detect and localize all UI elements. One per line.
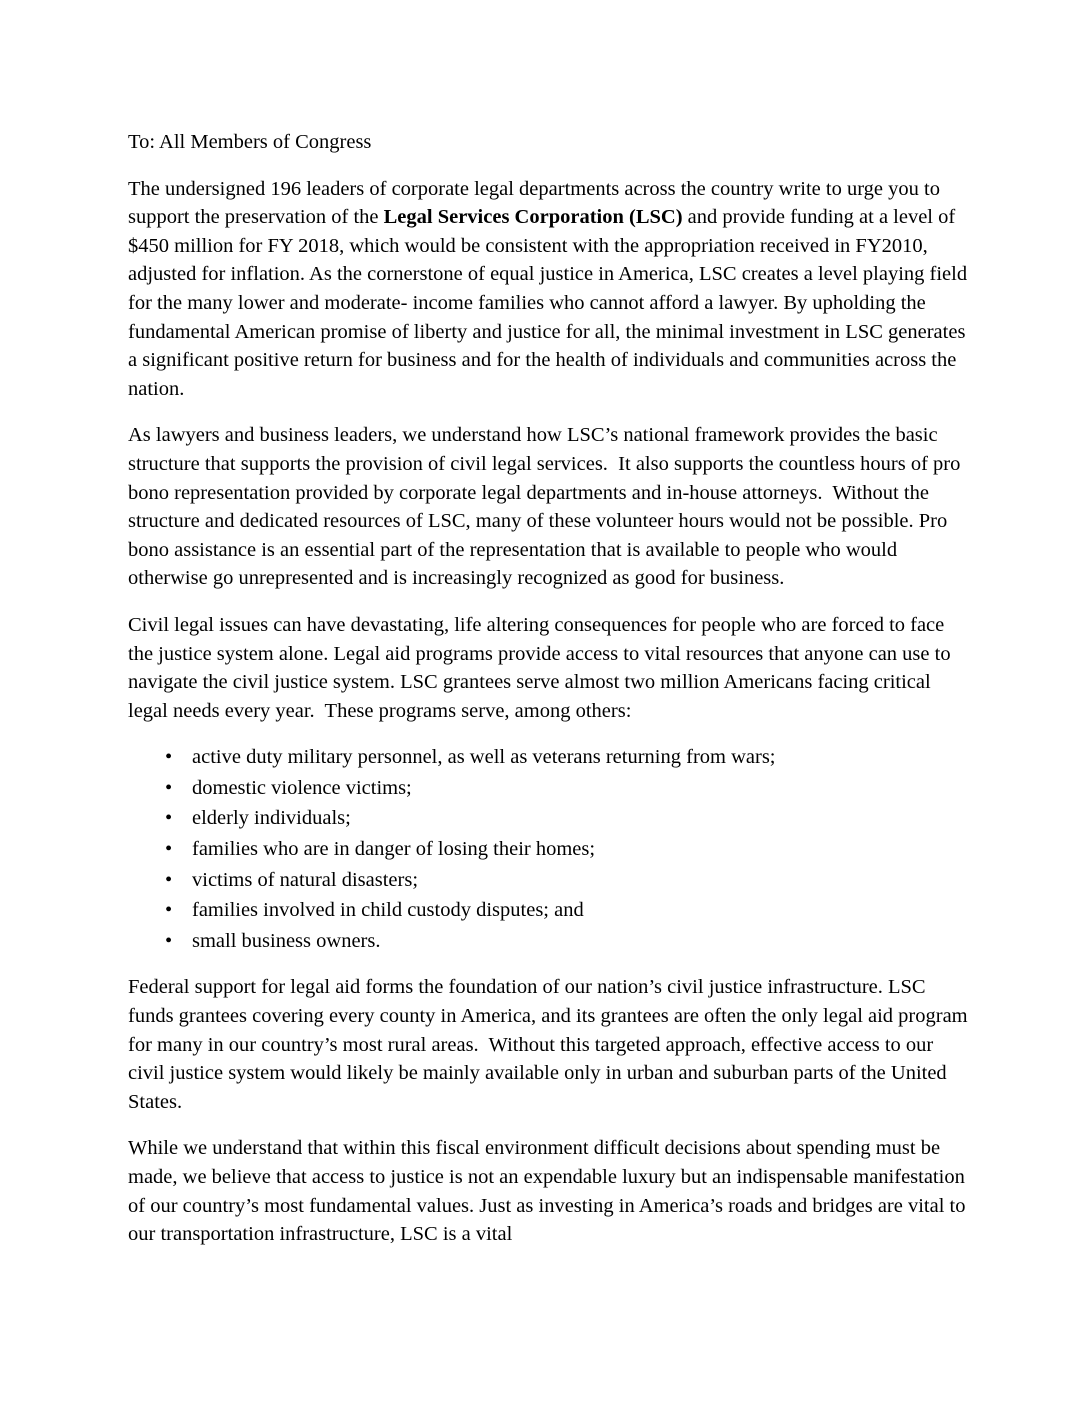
list-item-disasters: • victims of natural disasters; [192, 866, 970, 895]
paragraph-intro [128, 175, 973, 404]
paragraph-pro-bono: As lawyers and business leaders, we understand how LSC’s national framework provides the basic structure that supports the provision of civil legal services. It also supports the countless hours of pro bono representation provided by corporate legal departments and in-house attorneys. Without the structure and dedicated resources of LSC, many of these volunteer hours would not be possible. Pro bono assistance is an essential part of the representation that is available to people who would otherwise go unrepresented and is increasingly recognized as good for business. [128, 424, 966, 590]
paragraph-intro-text-after: and provide funding at a level of $450 million for FY 2018, which would be consistent with the appropriation received in FY2010, adjusted for inflation. As the cornerstone of equal justice in America, LSC creates a level playing field for the many lower and moderate- income families who cannot afford a lawyer. By upholding the fundamental American promise of liberty and justice for all, the minimal investment in LSC generates a significant positive return for business and for the health of individuals and communities across the nation. [128, 206, 973, 400]
list-item-domestic-violence: • domestic violence victims; [192, 774, 970, 803]
list-item-homes: • families who are in danger of losing their homes; [192, 835, 970, 864]
list-item-custody: • families involved in child custody disputes; and [192, 896, 970, 925]
list-item-small-business: • small business owners. [192, 927, 970, 956]
paragraph-federal-support: Federal support for legal aid forms the foundation of our nation’s civil justice infrastructure. LSC funds grantees covering every county in America, and its grantees are often the only legal aid program for many in our country’s most rural areas. Without this targeted approach, effective access to our civil justice system would likely be mainly available only in urban and suburban parts of the United States. [128, 976, 973, 1113]
paragraph-intro-text-before: The undersigned 196 leaders of corporate legal departments across the country write to urge you to support the preservation of the [128, 177, 946, 229]
document-content [128, 128, 973, 1267]
list-item-elderly: • elderly individuals; [192, 804, 970, 833]
list-item-military: • active duty military personnel, as well as veterans returning from wars; [192, 743, 970, 772]
served-groups-list [128, 743, 970, 955]
paragraph-intro-bold-lsc: Legal Services Corporation (LSC) [383, 206, 683, 229]
paragraph-fiscal: While we understand that within this fiscal environment difficult decisions about spending must be made, we believe that access to justice is not an expendable luxury but an indispensable manifestation of our country’s most fundamental values. Just as investing in America’s roads and bridges are vital to our transportation infrastructure, LSC is a vital [128, 1137, 971, 1246]
paragraph-civil-issues: Civil legal issues can have devastating, life altering consequences for people who are forced to face the justice system alone. Legal aid programs provide access to vital resources that anyone can use to navigate the civil justice system. LSC grantees serve almost two million Americans facing critical legal needs every year. These programs serve, among others: [128, 613, 956, 722]
recipient-line: To: All Members of Congress [128, 131, 372, 153]
